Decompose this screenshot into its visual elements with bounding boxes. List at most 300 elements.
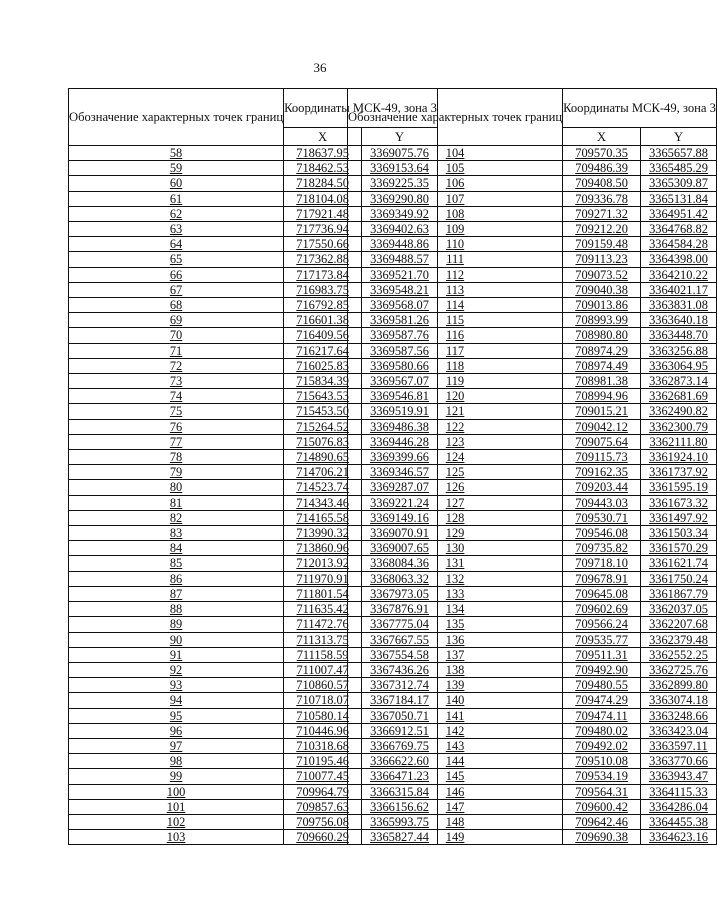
point-number: 93 [69,678,284,693]
point-number: 75 [69,404,284,419]
x-coordinate: 711801.54 [284,586,362,601]
point-name-header: Обозначение характерных точек границ [348,89,563,146]
point-number: 99 [69,769,284,784]
y-coordinate: 3364623.16 [641,830,717,845]
x-coordinate: 718104.08 [284,191,362,206]
x-coordinate: 709015.21 [563,404,641,419]
y-coordinate: 3369587.76 [362,328,438,343]
point-number: 145 [348,769,563,784]
y-coordinate: 3362552.25 [641,647,717,662]
y-coordinate: 3367554.58 [362,647,438,662]
table-row [348,571,717,586]
table-row [348,237,717,252]
x-coordinate: 708981.38 [563,374,641,389]
point-number: 121 [348,404,563,419]
table-row [348,313,717,328]
point-number: 83 [69,526,284,541]
x-coordinate: 708993.99 [563,313,641,328]
point-number: 91 [69,647,284,662]
point-number: 148 [348,814,563,829]
y-coordinate: 3362207.68 [641,617,717,632]
y-coordinate: 3362111.80 [641,434,717,449]
table-row [348,465,717,480]
point-number: 74 [69,389,284,404]
x-coordinate: 716601.38 [284,313,362,328]
x-coordinate: 713990.32 [284,526,362,541]
point-number: 89 [69,617,284,632]
y-coordinate: 3366769.75 [362,738,438,753]
table-row [348,541,717,556]
y-coordinate: 3364398.00 [641,252,717,267]
point-number: 62 [69,206,284,221]
y-coordinate: 3365485.29 [641,161,717,176]
table-row [348,222,717,237]
y-coordinate: 3369287.07 [362,480,438,495]
x-coordinate: 709408.50 [563,176,641,191]
x-header: X [284,128,362,146]
point-number: 97 [69,738,284,753]
y-coordinate: 3363831.08 [641,298,717,313]
y-coordinate: 3367667.55 [362,632,438,647]
point-number: 137 [348,647,563,662]
x-coordinate: 709600.42 [563,799,641,814]
point-number: 58 [69,146,284,161]
point-number: 122 [348,419,563,434]
point-number: 136 [348,632,563,647]
y-coordinate: 3363423.04 [641,723,717,738]
y-coordinate: 3363597.11 [641,738,717,753]
x-coordinate: 709159.48 [563,237,641,252]
table-row [348,434,717,449]
x-coordinate: 709570.35 [563,146,641,161]
y-coordinate: 3361595.19 [641,480,717,495]
y-coordinate: 3361673.32 [641,495,717,510]
x-coordinate: 709660.29 [284,830,362,845]
table-row [348,282,717,297]
point-number: 81 [69,495,284,510]
point-number: 109 [348,222,563,237]
point-name-header: Обозначение характерных точек границ [69,89,284,146]
point-number: 128 [348,510,563,525]
point-number: 88 [69,602,284,617]
y-coordinate: 3364286.04 [641,799,717,814]
x-coordinate: 709718.10 [563,556,641,571]
x-coordinate: 709564.31 [563,784,641,799]
point-number: 142 [348,723,563,738]
y-coordinate: 3369568.07 [362,298,438,313]
table-row [348,161,717,176]
x-coordinate: 711007.47 [284,662,362,677]
point-number: 87 [69,586,284,601]
x-header: X [563,128,641,146]
y-coordinate: 3367050.71 [362,708,438,723]
x-coordinate: 709645.08 [563,586,641,601]
table-row [348,556,717,571]
point-number: 66 [69,267,284,282]
x-coordinate: 709492.02 [563,738,641,753]
point-number: 141 [348,708,563,723]
y-coordinate: 3361497.92 [641,510,717,525]
x-coordinate: 710077.45 [284,769,362,784]
y-coordinate: 3365827.44 [362,830,438,845]
x-coordinate: 709486.39 [563,161,641,176]
x-coordinate: 709480.55 [563,678,641,693]
x-coordinate: 715264.52 [284,419,362,434]
table-row [348,708,717,723]
x-coordinate: 709203.44 [563,480,641,495]
table-row [348,830,717,845]
x-coordinate: 718462.53 [284,161,362,176]
point-number: 103 [69,830,284,845]
x-coordinate: 711970.91 [284,571,362,586]
point-number: 90 [69,632,284,647]
coordinates-table-right [347,88,717,845]
point-number: 124 [348,450,563,465]
y-coordinate: 3367973.05 [362,586,438,601]
y-coordinate: 3365131.84 [641,191,717,206]
table-row [348,510,717,525]
y-coordinate: 3363448.70 [641,328,717,343]
point-number: 106 [348,176,563,191]
y-coordinate: 3367312.74 [362,678,438,693]
y-coordinate: 3366912.51 [362,723,438,738]
x-coordinate: 710318.68 [284,738,362,753]
y-coordinate: 3366471.23 [362,769,438,784]
x-coordinate: 709336.78 [563,191,641,206]
x-coordinate: 717921.48 [284,206,362,221]
y-coordinate: 3361867.79 [641,586,717,601]
point-number: 86 [69,571,284,586]
x-coordinate: 709113.23 [563,252,641,267]
y-coordinate: 3365657.88 [641,146,717,161]
point-number: 68 [69,298,284,313]
x-coordinate: 710718.07 [284,693,362,708]
y-coordinate: 3363640.18 [641,313,717,328]
point-number: 84 [69,541,284,556]
point-number: 139 [348,678,563,693]
point-number: 116 [348,328,563,343]
y-coordinate: 3361924.10 [641,450,717,465]
table-row [348,343,717,358]
x-coordinate: 709511.31 [563,647,641,662]
y-coordinate: 3366156.62 [362,799,438,814]
y-coordinate: 3369488.57 [362,252,438,267]
x-coordinate: 709530.71 [563,510,641,525]
y-coordinate: 3363256.88 [641,343,717,358]
table-row [348,450,717,465]
table-row [348,267,717,282]
y-coordinate: 3369075.76 [362,146,438,161]
x-coordinate: 715076.83 [284,434,362,449]
x-coordinate: 709040.38 [563,282,641,297]
x-coordinate: 715834.39 [284,374,362,389]
table-row [348,374,717,389]
table-row [348,678,717,693]
table-row [348,617,717,632]
point-number: 69 [69,313,284,328]
point-number: 63 [69,222,284,237]
x-coordinate: 717736.94 [284,222,362,237]
point-number: 114 [348,298,563,313]
point-number: 85 [69,556,284,571]
point-number: 129 [348,526,563,541]
point-number: 98 [69,754,284,769]
point-number: 70 [69,328,284,343]
y-coordinate: 3367775.04 [362,617,438,632]
x-coordinate: 709013.86 [563,298,641,313]
point-number: 108 [348,206,563,221]
x-coordinate: 712013.92 [284,556,362,571]
point-number: 144 [348,754,563,769]
y-coordinate: 3369346.57 [362,465,438,480]
table-row [348,814,717,829]
point-number: 132 [348,571,563,586]
table-row [348,632,717,647]
x-coordinate: 709964.79 [284,784,362,799]
x-coordinate: 716409.56 [284,328,362,343]
x-coordinate: 710580.14 [284,708,362,723]
y-coordinate: 3362681.69 [641,389,717,404]
y-coordinate: 3363064.95 [641,358,717,373]
table-row [348,252,717,267]
point-number: 111 [348,252,563,267]
y-coordinate: 3369519.91 [362,404,438,419]
x-coordinate: 715453.50 [284,404,362,419]
table-row [348,358,717,373]
x-coordinate: 714890.65 [284,450,362,465]
x-coordinate: 714343.46 [284,495,362,510]
x-coordinate: 709115.73 [563,450,641,465]
x-coordinate: 718284.50 [284,176,362,191]
x-coordinate: 714165.58 [284,510,362,525]
y-coordinate: 3369221.24 [362,495,438,510]
x-coordinate: 708980.80 [563,328,641,343]
x-coordinate: 718637.95 [284,146,362,161]
point-number: 133 [348,586,563,601]
point-number: 120 [348,389,563,404]
y-coordinate: 3366622.60 [362,754,438,769]
x-coordinate: 717550.66 [284,237,362,252]
x-coordinate: 714523.74 [284,480,362,495]
point-number: 71 [69,343,284,358]
point-number: 110 [348,237,563,252]
x-coordinate: 709510.08 [563,754,641,769]
point-number: 146 [348,784,563,799]
x-coordinate: 711158.59 [284,647,362,662]
point-number: 102 [69,814,284,829]
y-coordinate: 3367876.91 [362,602,438,617]
x-coordinate: 715643.53 [284,389,362,404]
point-number: 140 [348,693,563,708]
point-number: 95 [69,708,284,723]
table-row [348,799,717,814]
point-number: 101 [69,799,284,814]
x-coordinate: 709042.12 [563,419,641,434]
x-coordinate: 716792.85 [284,298,362,313]
y-coordinate: 3364021.17 [641,282,717,297]
y-coordinate: 3362899.80 [641,678,717,693]
x-coordinate: 717173.84 [284,267,362,282]
point-number: 59 [69,161,284,176]
point-number: 67 [69,282,284,297]
point-number: 131 [348,556,563,571]
y-coordinate: 3361737.92 [641,465,717,480]
point-number: 94 [69,693,284,708]
y-coordinate: 3368084.36 [362,556,438,571]
x-coordinate: 709546.08 [563,526,641,541]
y-coordinate: 3366315.84 [362,784,438,799]
point-number: 60 [69,176,284,191]
y-coordinate: 3369149.16 [362,510,438,525]
point-number: 105 [348,161,563,176]
coordinates-header: Координаты МСК-49, зона 3 [563,89,717,128]
table-row [348,602,717,617]
y-coordinate: 3369007.65 [362,541,438,556]
table-row [348,693,717,708]
x-coordinate: 714706.21 [284,465,362,480]
y-coordinate: 3364455.38 [641,814,717,829]
point-number: 119 [348,374,563,389]
table-row [348,419,717,434]
y-coordinate: 3369446.28 [362,434,438,449]
point-number: 117 [348,343,563,358]
y-coordinate: 3369581.26 [362,313,438,328]
point-number: 80 [69,480,284,495]
table-row [348,480,717,495]
y-coordinate: 3369521.70 [362,267,438,282]
point-number: 61 [69,191,284,206]
x-coordinate: 709271.32 [563,206,641,221]
x-coordinate: 709075.64 [563,434,641,449]
y-coordinate: 3361503.34 [641,526,717,541]
table-row [348,206,717,221]
table-row [348,495,717,510]
table-row [348,404,717,419]
point-number: 100 [69,784,284,799]
table-row [348,146,717,161]
y-coordinate: 3363074.18 [641,693,717,708]
y-header: Y [641,128,717,146]
point-number: 130 [348,541,563,556]
point-number: 147 [348,799,563,814]
table-row [348,769,717,784]
y-coordinate: 3361621.74 [641,556,717,571]
table-row [348,328,717,343]
x-coordinate: 709474.29 [563,693,641,708]
x-coordinate: 709756.08 [284,814,362,829]
x-coordinate: 709474.11 [563,708,641,723]
y-coordinate: 3361750.24 [641,571,717,586]
point-number: 138 [348,662,563,677]
y-coordinate: 3362300.79 [641,419,717,434]
x-coordinate: 713860.96 [284,541,362,556]
y-coordinate: 3369070.91 [362,526,438,541]
x-coordinate: 711472.76 [284,617,362,632]
y-coordinate: 3363770.66 [641,754,717,769]
table-row [348,389,717,404]
y-coordinate: 3365993.75 [362,814,438,829]
y-coordinate: 3369225.35 [362,176,438,191]
point-number: 76 [69,419,284,434]
x-coordinate: 710860.57 [284,678,362,693]
point-number: 123 [348,434,563,449]
table-row [348,723,717,738]
x-coordinate: 709735.82 [563,541,641,556]
page-number: 36 [313,60,327,75]
point-number: 113 [348,282,563,297]
y-coordinate: 3363248.66 [641,708,717,723]
x-coordinate: 716217.64 [284,343,362,358]
y-coordinate: 3364115.33 [641,784,717,799]
y-coordinate: 3364951.42 [641,206,717,221]
y-coordinate: 3362490.82 [641,404,717,419]
table-row [348,176,717,191]
point-number: 64 [69,237,284,252]
table-row [348,586,717,601]
y-coordinate: 3363943.47 [641,769,717,784]
point-number: 143 [348,738,563,753]
y-coordinate: 3369402.63 [362,222,438,237]
y-coordinate: 3367436.26 [362,662,438,677]
table-row [348,754,717,769]
table-row [348,662,717,677]
y-coordinate: 3369580.66 [362,358,438,373]
x-coordinate: 709690.38 [563,830,641,845]
y-coordinate: 3369546.81 [362,389,438,404]
x-coordinate: 709212.20 [563,222,641,237]
point-number: 125 [348,465,563,480]
table-row [348,191,717,206]
table-row [348,526,717,541]
point-number: 126 [348,480,563,495]
point-number: 78 [69,450,284,465]
point-number: 104 [348,146,563,161]
point-number: 79 [69,465,284,480]
x-coordinate: 710446.96 [284,723,362,738]
x-coordinate: 708974.29 [563,343,641,358]
y-coordinate: 3362379.48 [641,632,717,647]
x-coordinate: 717362.88 [284,252,362,267]
x-coordinate: 709443.03 [563,495,641,510]
point-number: 77 [69,434,284,449]
y-coordinate: 3369567.07 [362,374,438,389]
x-coordinate: 709566.24 [563,617,641,632]
coordinates-header: Координаты МСК-49, зона 3 [284,89,438,128]
y-coordinate: 3365309.87 [641,176,717,191]
y-coordinate: 3368063.32 [362,571,438,586]
y-coordinate: 3362873.14 [641,374,717,389]
x-coordinate: 711635.42 [284,602,362,617]
y-coordinate: 3362037.05 [641,602,717,617]
table-row [348,784,717,799]
y-coordinate: 3362725.76 [641,662,717,677]
x-coordinate: 709162.35 [563,465,641,480]
x-coordinate: 709642.46 [563,814,641,829]
table-row [348,298,717,313]
y-header: Y [362,128,438,146]
x-coordinate: 709534.19 [563,769,641,784]
y-coordinate: 3369448.86 [362,237,438,252]
point-number: 65 [69,252,284,267]
point-number: 118 [348,358,563,373]
point-number: 149 [348,830,563,845]
x-coordinate: 709073.52 [563,267,641,282]
y-coordinate: 3369548.21 [362,282,438,297]
x-coordinate: 709602.69 [563,602,641,617]
y-coordinate: 3361570.29 [641,541,717,556]
x-coordinate: 711313.75 [284,632,362,647]
y-coordinate: 3369153.64 [362,161,438,176]
